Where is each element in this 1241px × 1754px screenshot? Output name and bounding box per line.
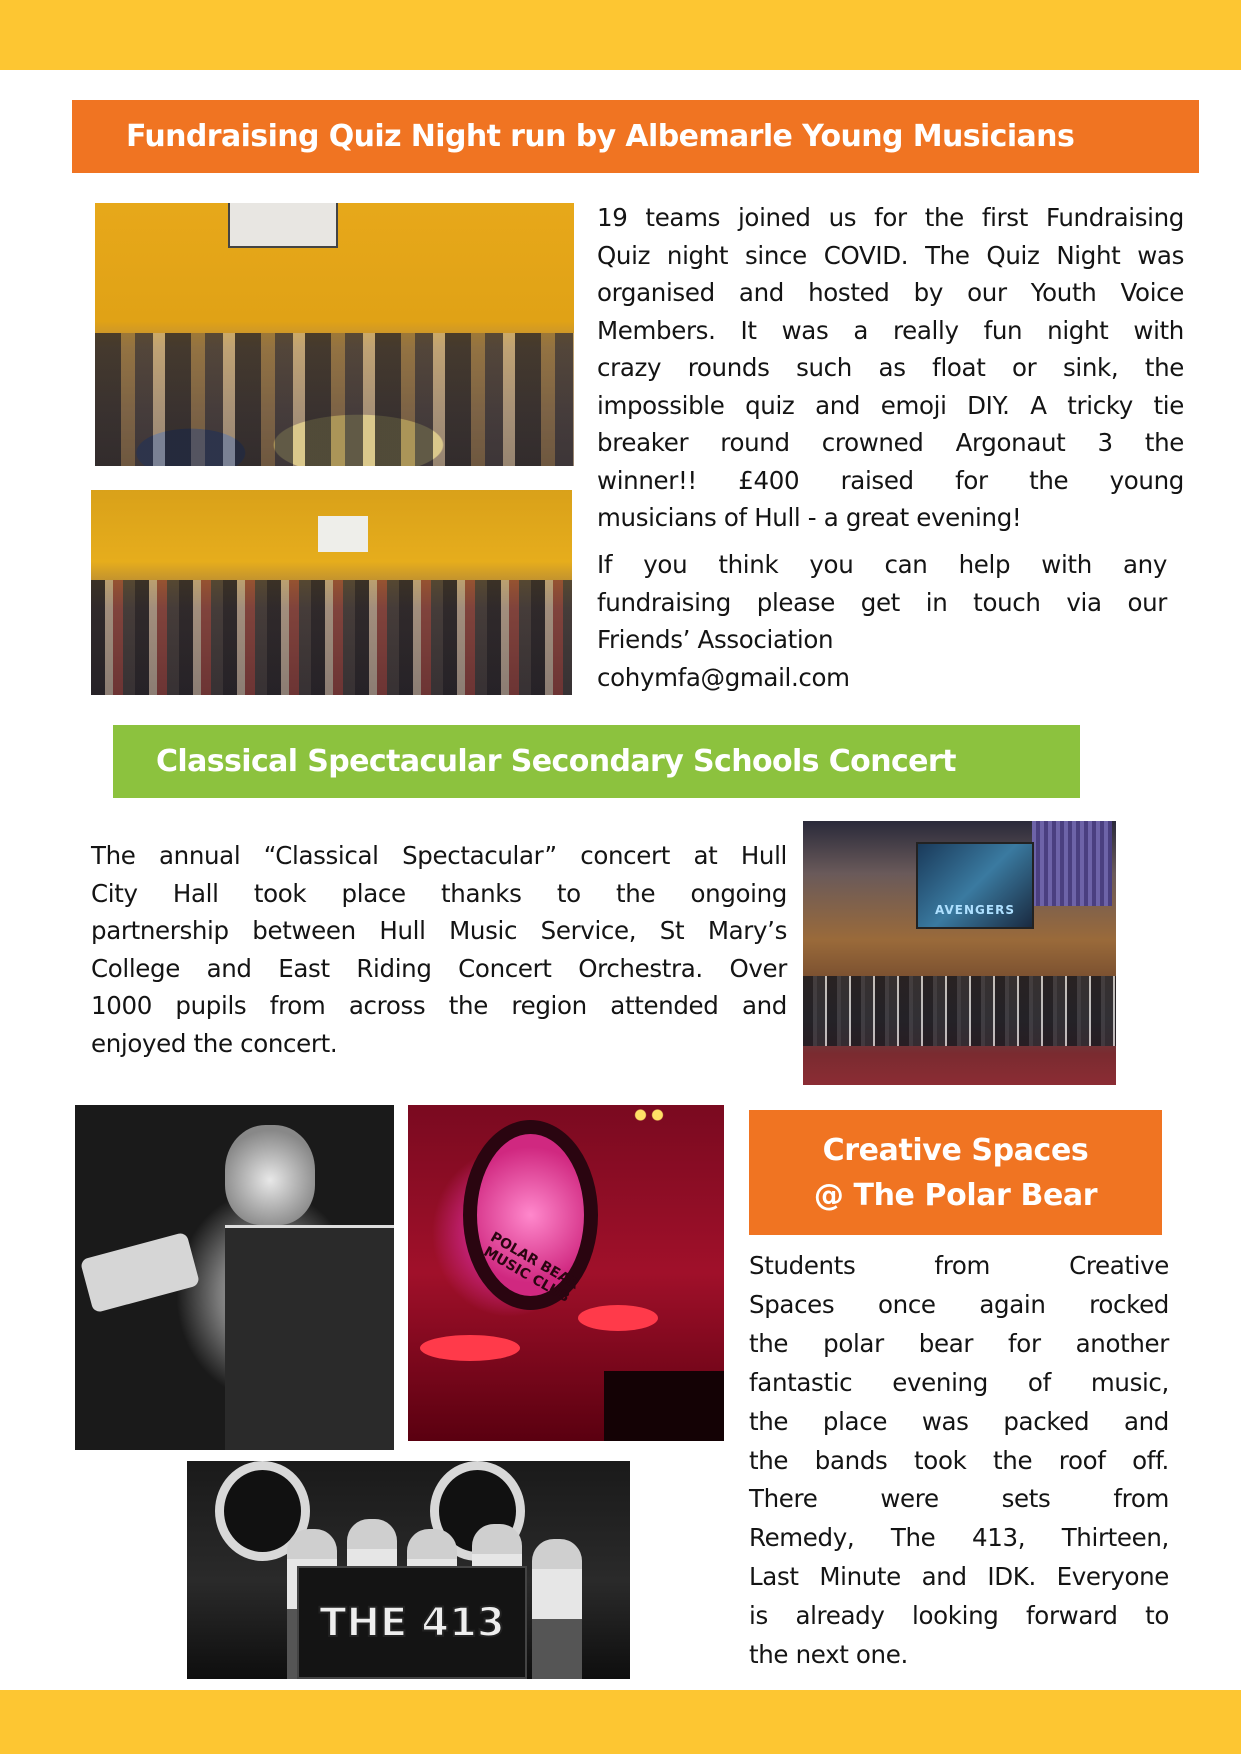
projector-screen bbox=[228, 203, 338, 248]
quiz-line: musicians of Hull - a great evening! bbox=[597, 503, 1022, 532]
band-413-photo bbox=[187, 1461, 630, 1679]
cinema-screen bbox=[916, 842, 1034, 929]
performer-shirt bbox=[225, 1225, 394, 1450]
quiz-section-heading bbox=[72, 100, 1199, 173]
classical-line: enjoyed the concert. bbox=[91, 1028, 338, 1058]
quiz-line: winner!! £400 raised for the young bbox=[597, 465, 1184, 495]
quiz-line: 19 teams joined us for the first Fundraising bbox=[597, 203, 1184, 232]
quiz-line: Members. It was a really fun night with bbox=[597, 315, 1184, 345]
creative-title-line-2: @ The Polar Bear bbox=[813, 1177, 1098, 1213]
quiz-stage-photo bbox=[95, 203, 574, 466]
help-line: Friends’ Association bbox=[597, 625, 834, 654]
help-line: If you think you can help with any bbox=[597, 550, 1167, 579]
creative-line: Remedy, The 413, Thirteen, bbox=[749, 1523, 1169, 1553]
creative-paragraph bbox=[749, 1247, 1169, 1675]
quiz-hall-wide-photo bbox=[91, 490, 572, 695]
logo-text: POLAR BEAR MUSIC CLUB bbox=[480, 1229, 582, 1306]
band-member bbox=[532, 1539, 582, 1679]
classical-line: City Hall took place thanks to the ongoing bbox=[91, 878, 787, 908]
cymbal bbox=[578, 1305, 658, 1331]
classical-section-heading bbox=[113, 725, 1080, 798]
audience bbox=[91, 580, 572, 695]
bass-guitar bbox=[80, 1232, 200, 1314]
quiz-line: organised and hosted by our Youth Voice bbox=[597, 278, 1184, 307]
help-line: fundraising please get in touch via our bbox=[597, 587, 1167, 617]
cymbal bbox=[420, 1335, 520, 1361]
classical-line: The annual “Classical Spectacular” concert at Hull bbox=[91, 841, 787, 870]
amplifier bbox=[604, 1371, 724, 1441]
projector-screen bbox=[318, 516, 368, 552]
band-banner bbox=[297, 1566, 527, 1679]
orchestra-stage bbox=[803, 976, 1116, 1046]
creative-line: Last Minute and IDK. Everyone bbox=[749, 1562, 1169, 1592]
creative-line: Spaces once again rocked bbox=[749, 1289, 1169, 1319]
polar-bear-logo bbox=[463, 1120, 598, 1310]
quiz-line: impossible quiz and emoji DIY. A tricky tie bbox=[597, 390, 1184, 420]
stage-lights bbox=[632, 1107, 666, 1123]
classical-paragraph bbox=[91, 837, 787, 1062]
quiz-line: crazy rounds such as float or sink, the bbox=[597, 353, 1184, 382]
quiz-teams bbox=[95, 333, 574, 466]
quiz-line: breaker round crowned Argonaut 3 the bbox=[597, 428, 1184, 457]
quiz-paragraph bbox=[597, 199, 1184, 537]
classical-line: partnership between Hull Music Service, St Mary’s bbox=[91, 916, 787, 945]
bottom-yellow-band bbox=[0, 1690, 1241, 1754]
creative-line: Students from Creative bbox=[749, 1251, 1169, 1280]
performer-face bbox=[225, 1125, 315, 1225]
creative-line: the polar bear for another bbox=[749, 1328, 1169, 1358]
organ-pipes bbox=[1032, 821, 1112, 906]
fundraising-help-paragraph bbox=[597, 546, 1167, 696]
creative-title-line-1: Creative Spaces bbox=[822, 1132, 1089, 1168]
creative-line: fantastic evening of music, bbox=[749, 1367, 1169, 1397]
bass-player-photo bbox=[75, 1105, 394, 1450]
creative-line: is already looking forward to bbox=[749, 1601, 1169, 1631]
creative-line: the place was packed and bbox=[749, 1406, 1169, 1436]
classical-section-title: Classical Spectacular Secondary Schools Concert bbox=[156, 744, 956, 779]
quiz-section-title: Fundraising Quiz Night run by Albemarle Young Musicians bbox=[126, 119, 1075, 154]
classical-line: College and East Riding Concert Orchestra. Over bbox=[91, 953, 787, 983]
classical-line: 1000 pupils from across the region attended and bbox=[91, 991, 787, 1020]
creative-section-heading bbox=[749, 1110, 1162, 1235]
top-yellow-band bbox=[0, 0, 1241, 70]
orchestra-photo bbox=[803, 821, 1116, 1085]
contact-email-link[interactable]: cohymfa@gmail.com bbox=[597, 662, 850, 692]
band-banner-text: THE 413 bbox=[319, 1599, 505, 1646]
screen-title: AVENGERS bbox=[935, 903, 1015, 917]
creative-line: the next one. bbox=[749, 1640, 908, 1670]
drummer-photo bbox=[408, 1105, 724, 1441]
quiz-line: Quiz night since COVID. The Quiz Night was bbox=[597, 240, 1184, 270]
creative-line: There were sets from bbox=[749, 1484, 1169, 1514]
creative-line: the bands took the roof off. bbox=[749, 1445, 1169, 1475]
